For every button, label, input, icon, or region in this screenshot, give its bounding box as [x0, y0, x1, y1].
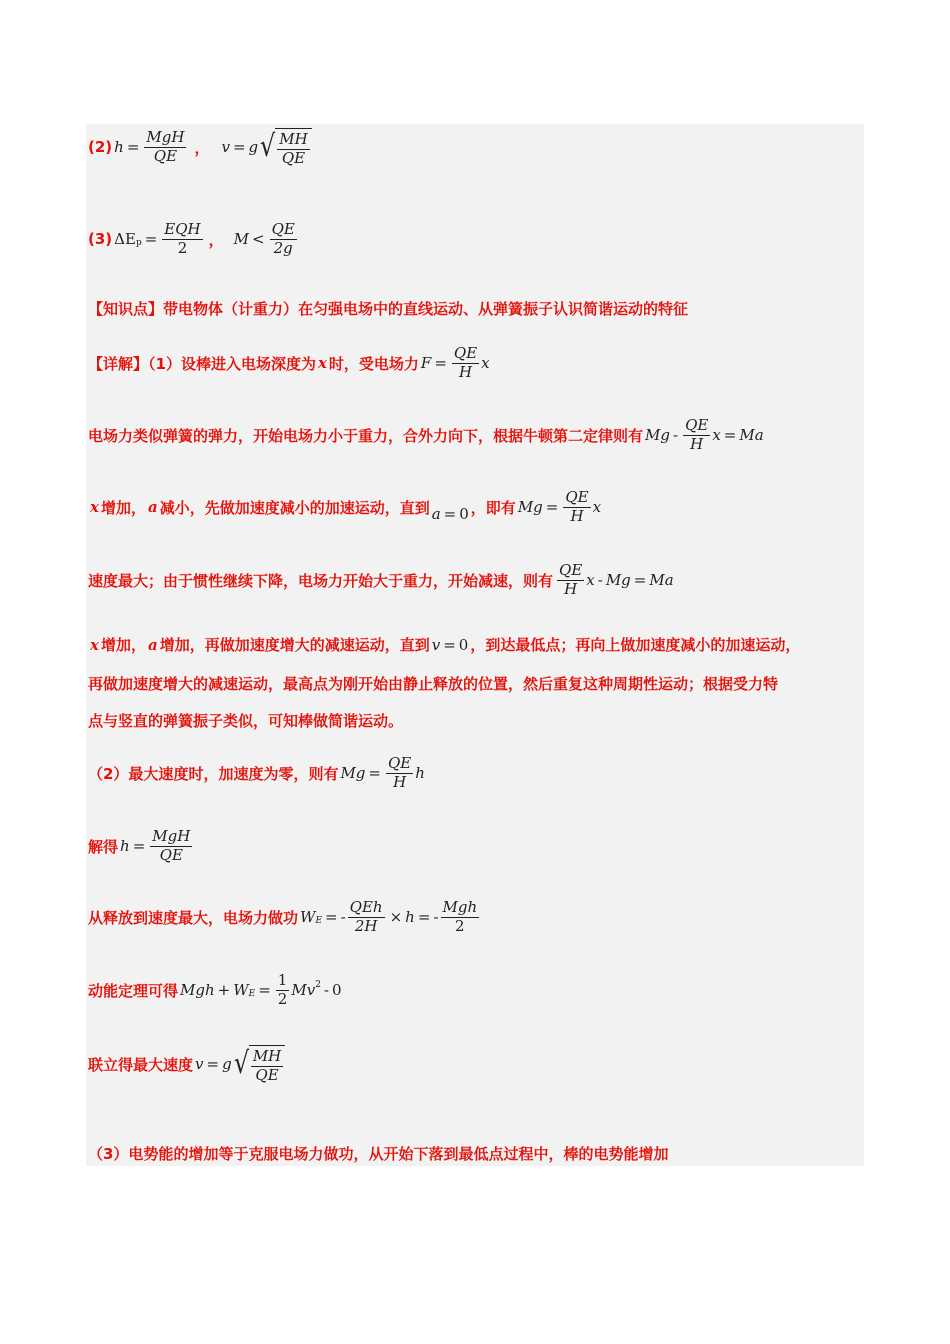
detail-1: 【详解】（1）设棒进入电场深度为 x 时，受电场力 F = $\frac{QE}{H}$ x [88, 344, 490, 381]
max-speed-formula: v = g √ $\frac{MH}{QE}$ [195, 1045, 285, 1084]
electric-work: 从释放到速度最大，电场力做功 W E = - $\frac{\text{QEh}}{2H}$ × h = - $\frac{\text{Mgh}}{2}$ [88, 900, 483, 935]
h-result-formula: h = $\frac{\text{MgH}}{QE}$ [120, 827, 191, 864]
part-2-detail: （2）最大速度时，加速度为零，则有 Mg = $\frac{QE}{H}$ h [88, 754, 425, 791]
balance-formula: Mg = $\frac{QE}{H}$ x [517, 488, 602, 525]
kinetic-energy-theorem: 动能定理可得 Mgh + W E = $\frac{1}{2}$ Mv 2 - 0 [88, 971, 342, 1008]
answer-3: (3) ΔE p = $\frac{\text{EQH}}{2}$ ， M < $\frac{QE}{2g}$ [88, 222, 301, 257]
force-formula: F = $\frac{QE}{H}$ x [420, 344, 490, 381]
work-formula: W E = - $\frac{\text{QEh}}{2H}$ × h = - $\frac{\text{Mgh}}{2}$ [300, 898, 478, 935]
max-speed-balance-formula: Mg = $\frac{QE}{H}$ h [340, 754, 425, 791]
detail-paragraph-2: x 增加， a 减小，先做加速度减小的加速运动，直到 a = 0 ，即有 Mg = $\frac{QE}{H}$ x [90, 488, 602, 525]
detail-paragraph-1: 电场力类似弹簧的弹力，开始电场力小于重力，合外力向下，根据牛顿第二定律则有 Mg - $\frac{QE}{H}$ x = Ma [88, 416, 764, 453]
decel-formula: $\frac{QE}{H}$ x - Mg = Ma [559, 561, 674, 598]
detail-paragraph-4: x 增加， a 增加，再做加速度增大的减速运动，直到 v = 0 ，到达最低点；再向上做加速度减小的加速运动， [90, 635, 801, 654]
answer-2-label: (2) [88, 138, 113, 157]
part-3-detail: （3）电势能的增加等于克服电场力做功，从开始下落到最低点过程中，棒的电势能增加 [88, 1145, 669, 1163]
knowledge-point: 【知识点】带电物体（计重力）在匀强电场中的直线运动、从弹簧振子认识简谐运动的特征 [88, 300, 689, 318]
max-speed-result: 联立得最大速度 v = g √ $\frac{MH}{QE}$ [88, 1045, 287, 1084]
detail-paragraph-3: 速度最大；由于惯性继续下降，电场力开始大于重力，开始减速，则有 $\frac{QE}{H}$ x - Mg = Ma [88, 561, 674, 598]
answer-3-label: (3) [88, 230, 113, 249]
v-zero-formula: v = 0 [431, 635, 469, 654]
detail-paragraph-6: 点与竖直的弹簧振子类似，可知棒做简谐运动。 [88, 712, 404, 730]
detail-paragraph-5: 再做加速度增大的减速运动，最高点为刚开始由静止释放的位置，然后重复这种周期性运动；根据受力特 [88, 675, 779, 693]
answer-3-energy-formula: ΔE p = $\frac{\text{EQH}}{2}$ [114, 220, 201, 257]
newton-formula: Mg - $\frac{QE}{H}$ x = Ma [645, 416, 764, 453]
answer-2-v-formula: v = g √ $\frac{MH}{QE}$ [221, 128, 311, 167]
kinetic-formula: Mgh + W E = $\frac{1}{2}$ Mv 2 - 0 [180, 971, 342, 1008]
answer-3-mass-formula: M < $\frac{QE}{2g}$ [233, 220, 295, 257]
a-zero-formula: a = 0 [431, 505, 469, 524]
solve-h: 解得 h = $\frac{\text{MgH}}{QE}$ [88, 829, 196, 864]
answer-2-h-formula: h = $\frac{\text{MgH}}{QE}$ [114, 128, 185, 165]
answer-2: (2) h = $\frac{\text{MgH}}{QE}$ ， v = g √ $\frac{MH}{QE}$ [88, 128, 314, 167]
